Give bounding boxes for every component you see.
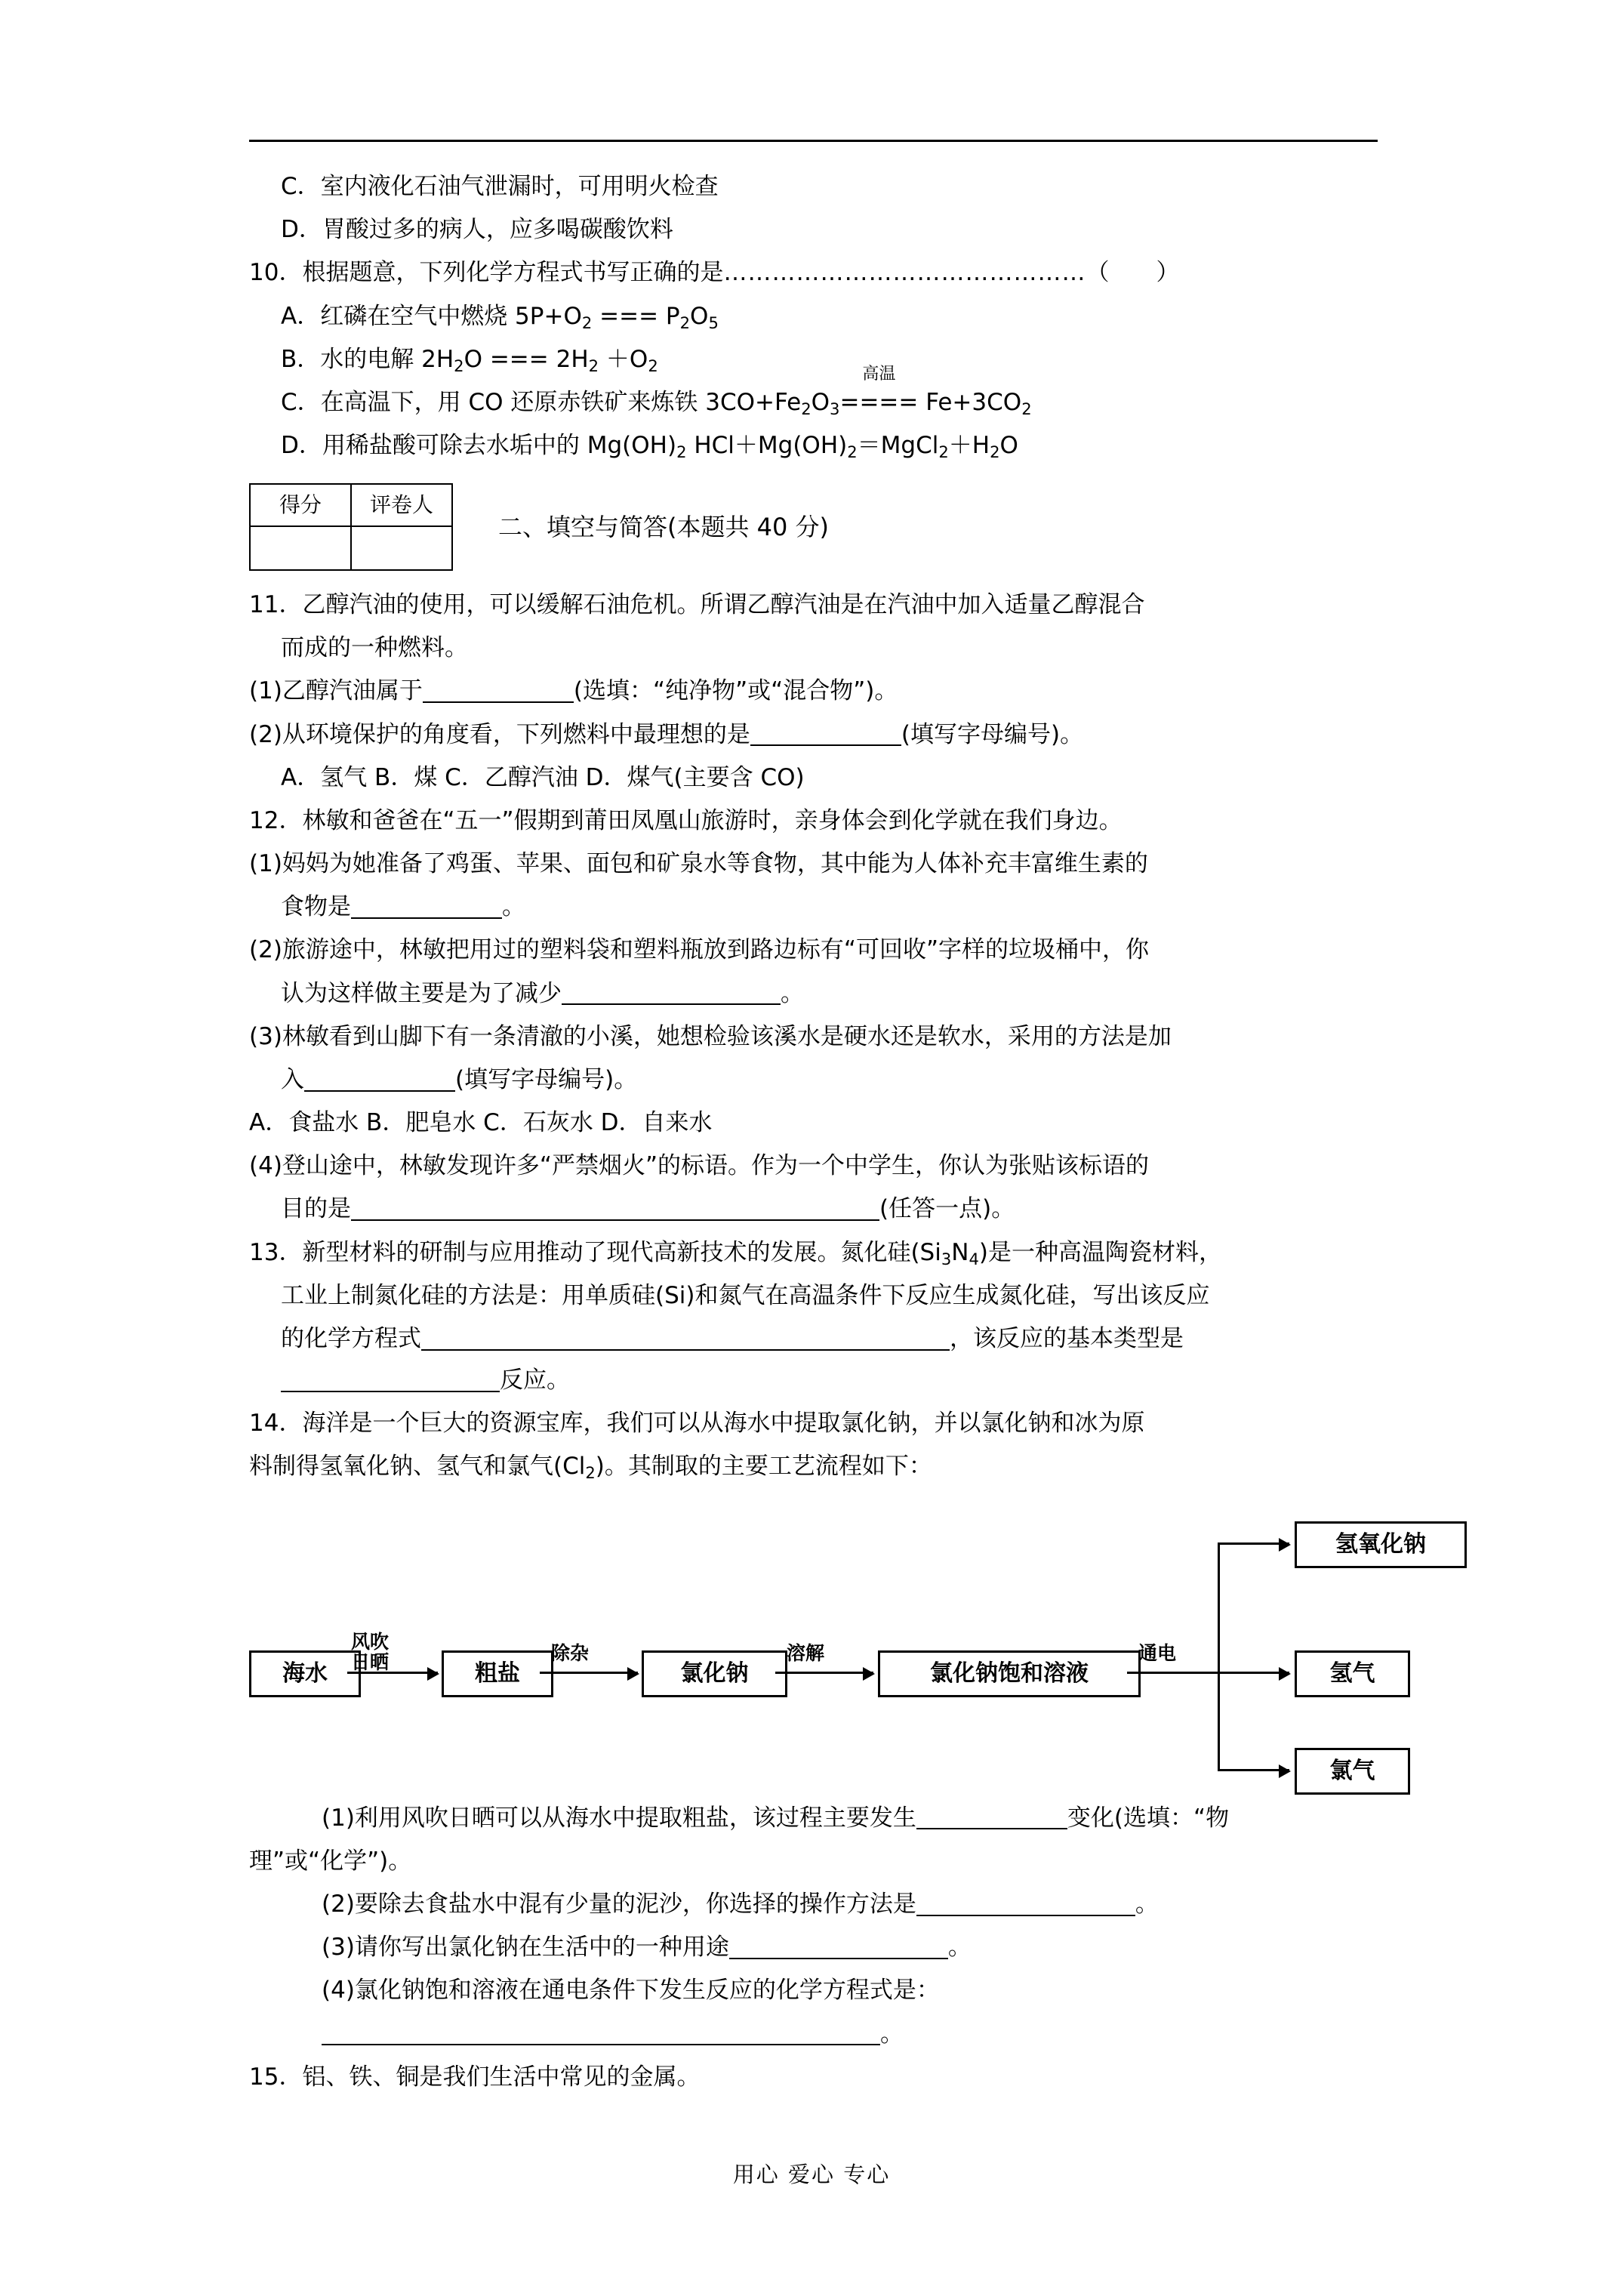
q12-sub3-line1: (3)林敏看到山脚下有一条清澈的小溪，她想检验该溪水是硬水还是软水，采用的方法是加 bbox=[249, 1022, 1172, 1050]
q14-sub2 bbox=[249, 1884, 1374, 1925]
process-flow-diagram bbox=[249, 1511, 1426, 1790]
flow-label-remove-impurity: 除杂 bbox=[551, 1641, 590, 1664]
q11-line1: 11．乙醇汽油的使用，可以缓解石油危机。所谓乙醇汽油是在汽油中加入适量乙醇混合 bbox=[249, 591, 1145, 619]
q13-line3 bbox=[249, 1318, 1374, 1401]
q14-sub2-blank[interactable] bbox=[916, 1888, 1135, 1916]
q10-b-mid: O === 2H bbox=[463, 345, 589, 373]
q10-a-sub3: 5 bbox=[708, 313, 719, 332]
q13-l1-pre: 13．新型材料的研制与应用推动了现代高新技术的发展。氮化硅(Si bbox=[249, 1238, 941, 1266]
score-box bbox=[249, 483, 453, 571]
flow-box-crude-salt: 粗盐 bbox=[442, 1650, 553, 1697]
q12-sub2-line1: (2)旅游途中，林敏把用过的塑料袋和塑料瓶放到路边标有“可回收”字样的垃圾桶中，你 bbox=[249, 936, 1150, 964]
q13-equation-blank[interactable] bbox=[421, 1322, 950, 1351]
q10-option-b bbox=[249, 339, 1374, 381]
q14-sub3 bbox=[249, 1927, 1374, 1968]
q10-d-post4: O bbox=[999, 432, 1018, 460]
q12-sub3-pre: 入 bbox=[281, 1065, 304, 1093]
q10-b-sub2: 2 bbox=[588, 356, 599, 375]
q10-c-condition bbox=[839, 364, 919, 424]
q14-sub1-pre: (1)利用风吹日晒可以从海水中提取粗盐，该过程主要发生 bbox=[322, 1804, 916, 1832]
q10-d-post: HCl＋Mg(OH) bbox=[686, 432, 848, 460]
flow-label-electrify: 通电 bbox=[1138, 1641, 1177, 1664]
q14-sub4-end: 。 bbox=[880, 2020, 904, 2048]
q13-l3-post: 反应。 bbox=[500, 1367, 570, 1395]
q12-sub2-post: 。 bbox=[781, 979, 804, 1007]
score-label-cell: 得分 bbox=[250, 484, 351, 526]
flow-line-branch-vertical bbox=[1218, 1542, 1220, 1769]
q10-d-sub3: 2 bbox=[938, 442, 949, 461]
flow-box-sodium-hydroxide: 氢氧化钠 bbox=[1295, 1521, 1467, 1568]
q12-sub1-post: 。 bbox=[502, 893, 525, 921]
q12-sub2-pre: 认为这样做主要是为了减少 bbox=[281, 979, 562, 1007]
q14-line1: 14．海洋是一个巨大的资源宝库，我们可以从海水中提取氯化钠，并以氯化钠和冰为原 bbox=[249, 1410, 1145, 1438]
flow-box-seawater: 海水 bbox=[249, 1650, 361, 1697]
q10-d-sub1: 2 bbox=[676, 442, 687, 461]
flow-arrow-to-hydrogen bbox=[1218, 1672, 1289, 1674]
q11-sub1-blank[interactable] bbox=[423, 674, 574, 703]
grader-label-cell: 评卷人 bbox=[351, 484, 452, 526]
q11-sub2-pre: (2)从环境保护的角度看，下列燃料中最理想的是 bbox=[249, 720, 750, 748]
flow-label-wind-sun bbox=[351, 1632, 389, 1673]
q14-sub4: (4)氯化钠饱和溶液在通电条件下发生反应的化学方程式是： bbox=[322, 1977, 940, 2005]
q12-sub3-post: (填写字母编号)。 bbox=[455, 1065, 638, 1093]
flow-arrow-to-naoh bbox=[1218, 1542, 1289, 1545]
q14-sub1-blank[interactable] bbox=[916, 1801, 1067, 1830]
q14-sub2-post: 。 bbox=[1135, 1890, 1159, 1918]
page-footer: 用心 爱心 专心 bbox=[732, 2162, 891, 2187]
q12-sub2-line2 bbox=[249, 973, 1374, 1015]
q10-d-post3: ＋H bbox=[948, 432, 990, 460]
q12-sub2-blank[interactable] bbox=[562, 977, 781, 1006]
q12-sub1-line1: (1)妈妈为她准备了鸡蛋、苹果、面包和矿泉水等食物，其中能为人体补充丰富维生素的 bbox=[249, 850, 1148, 878]
q14-sub3-blank[interactable] bbox=[729, 1931, 948, 1959]
q15-stem: 15．铝、铁、铜是我们生活中常见的金属。 bbox=[249, 2063, 701, 2091]
q10-c-arrow: ==== bbox=[839, 388, 919, 416]
q10-a-sub2: 2 bbox=[679, 313, 691, 332]
score-entry-cell[interactable] bbox=[250, 526, 351, 570]
q13-line1 bbox=[249, 1232, 1374, 1274]
q11-sub2 bbox=[249, 714, 1374, 756]
q10-option-d bbox=[249, 425, 1374, 467]
q12-stem: 12．林敏和爸爸在“五一”假期到莆田凤凰山旅游时，亲身体会到化学就在我们身边。 bbox=[249, 806, 1123, 834]
q12-sub4-pre: 目的是 bbox=[281, 1195, 351, 1223]
flow-line-branch-stem bbox=[1127, 1672, 1218, 1674]
q11-sub2-blank[interactable] bbox=[750, 717, 901, 746]
q10-c-mid: O bbox=[811, 388, 830, 416]
q9-option-d: D．胃酸过多的病人，应多喝碳酸饮料 bbox=[281, 216, 673, 244]
flow-box-sodium-chloride: 氯化钠 bbox=[642, 1650, 787, 1697]
q10-option-b-text: B．水的电解 2H bbox=[281, 345, 454, 373]
q10-a-mid: === P bbox=[592, 302, 680, 330]
q12-sub3-blank[interactable] bbox=[304, 1063, 455, 1092]
q10-stem bbox=[249, 252, 1374, 294]
q11-sub1 bbox=[249, 670, 1374, 712]
flow-label-wind-sun-l1: 风吹 bbox=[351, 1630, 390, 1653]
q10-c-sub1: 2 bbox=[801, 399, 812, 418]
q14-sub1-line2: 理”或“化学”)。 bbox=[249, 1847, 412, 1875]
header-rule bbox=[249, 140, 1378, 142]
q14-sub3-post: 。 bbox=[947, 1934, 972, 1962]
flow-box-saturated-solution: 氯化钠饱和溶液 bbox=[878, 1650, 1141, 1697]
document-body bbox=[249, 166, 1426, 2098]
q12-sub4-blank[interactable] bbox=[351, 1192, 879, 1221]
q14-sub2-pre: (2)要除去食盐水中混有少量的泥沙，你选择的操作方法是 bbox=[322, 1890, 916, 1918]
flow-arrow-1 bbox=[347, 1672, 438, 1674]
flow-label-wind-sun-l2: 日晒 bbox=[351, 1651, 390, 1674]
q12-sub3-line2 bbox=[249, 1059, 1374, 1101]
flow-arrow-2 bbox=[540, 1672, 638, 1674]
section-2-title: 二、填空与简答(本题共 40 分) bbox=[498, 512, 830, 541]
q10-d-sub2: 2 bbox=[847, 442, 858, 461]
q10-b-sub1: 2 bbox=[454, 356, 464, 375]
q10-b-end: ＋O bbox=[599, 345, 648, 373]
q14-l2-pre: 料制得氢氧化钠、氢气和氯气(Cl bbox=[249, 1453, 586, 1481]
q10-option-c bbox=[249, 364, 1374, 424]
q12-sub1-line2 bbox=[249, 886, 1374, 928]
q11-sub2-post: (填写字母编号)。 bbox=[901, 720, 1084, 748]
q10-c-post: Fe+3CO bbox=[918, 388, 1022, 416]
q14-sub3-pre: (3)请你写出氯化钠在生活中的一种用途 bbox=[322, 1934, 729, 1962]
q10-c-sub2: 3 bbox=[830, 399, 840, 418]
q12-sub3-options: A．食盐水 B．肥皂水 C．石灰水 D．自来水 bbox=[249, 1109, 713, 1137]
q10-b-sub3: 2 bbox=[648, 356, 658, 375]
q10-c-condition-label: 高温 bbox=[862, 364, 896, 384]
q10-paren-close: ） bbox=[1156, 259, 1180, 287]
q13-l3-pre: 的化学方程式 bbox=[281, 1324, 421, 1352]
flow-box-chlorine: 氯气 bbox=[1295, 1748, 1410, 1795]
score-box-entry-row bbox=[250, 526, 452, 570]
score-box-header-row bbox=[250, 484, 452, 526]
q13-line2: 工业上制氮化硅的方法是：用单质硅(Si)和氮气在高温条件下反应生成氮化硅，写出该反应 bbox=[281, 1281, 1210, 1309]
q13-l1-sub1: 3 bbox=[941, 1249, 952, 1268]
q10-paren-open: （ bbox=[1086, 259, 1110, 287]
q9-option-c: C．室内液化石油气泄漏时，可用明火检查 bbox=[281, 173, 719, 200]
q10-option-a bbox=[249, 296, 1374, 337]
q10-c-pre: C．在高温下，用 CO 还原赤铁矿来炼铁 3CO+Fe bbox=[281, 388, 802, 416]
q13-type-blank[interactable] bbox=[281, 1364, 500, 1392]
q13-l3-mid: ，该反应的基本类型是 bbox=[950, 1324, 1184, 1352]
flow-label-dissolve: 溶解 bbox=[787, 1641, 825, 1664]
q10-d-post2: ＝MgCl bbox=[857, 432, 939, 460]
q10-a-mid2: O bbox=[690, 302, 709, 330]
q11-line2: 而成的一种燃料。 bbox=[281, 634, 468, 662]
q14-sub1-line1 bbox=[249, 1798, 1374, 1839]
flow-arrow-3 bbox=[775, 1672, 873, 1674]
flow-box-hydrogen: 氢气 bbox=[1295, 1650, 1410, 1697]
q14-l2-post: )。其制取的主要工艺流程如下： bbox=[595, 1453, 932, 1481]
q14-l2-sub: 2 bbox=[585, 1463, 596, 1483]
q12-sub1-blank[interactable] bbox=[351, 890, 502, 919]
q13-l1-sub2: 4 bbox=[969, 1249, 979, 1268]
q13-l1-mid: N bbox=[951, 1238, 969, 1266]
q11-options: A．氢气 B．煤 C．乙醇汽油 D．煤气(主要含 CO) bbox=[281, 763, 805, 791]
q14-sub1-mid: 变化(选填：“物 bbox=[1067, 1804, 1230, 1832]
q10-c-sub3: 2 bbox=[1021, 399, 1032, 418]
score-box-row bbox=[249, 483, 1374, 571]
q10-stem-text: 10．根据题意，下列化学方程式书写正确的是 bbox=[249, 259, 724, 287]
q10-option-a-text: A．红磷在空气中燃烧 5P+O bbox=[281, 302, 582, 330]
q12-sub4-post: (任答一点)。 bbox=[879, 1195, 1015, 1223]
flow-arrow-to-chlorine bbox=[1218, 1769, 1289, 1771]
q12-sub1-pre: 食物是 bbox=[281, 893, 351, 921]
q10-leader-dots: ……………………………………… bbox=[723, 259, 1086, 287]
q10-a-sub1: 2 bbox=[581, 313, 593, 332]
grader-entry-cell[interactable] bbox=[351, 526, 452, 570]
q14-sub4-answer-line bbox=[249, 2014, 1374, 2055]
q11-sub1-pre: (1)乙醇汽油属于 bbox=[249, 677, 423, 705]
q11-sub1-post: (选填：“纯净物”或“混合物”)。 bbox=[573, 677, 898, 705]
q14-sub4-blank[interactable] bbox=[322, 2017, 880, 2045]
q10-d-pre: D．用稀盐酸可除去水垢中的 Mg(OH) bbox=[281, 432, 677, 460]
q14-line2 bbox=[249, 1446, 1374, 1487]
q10-d-sub4: 2 bbox=[990, 442, 1000, 461]
q12-sub4-line1: (4)登山途中，林敏发现许多“严禁烟火”的标语。作为一个中学生，你认为张贴该标语的 bbox=[249, 1152, 1150, 1180]
q12-sub4-line2 bbox=[249, 1188, 1374, 1230]
q13-l1-post: )是一种高温陶瓷材料， bbox=[978, 1238, 1222, 1266]
